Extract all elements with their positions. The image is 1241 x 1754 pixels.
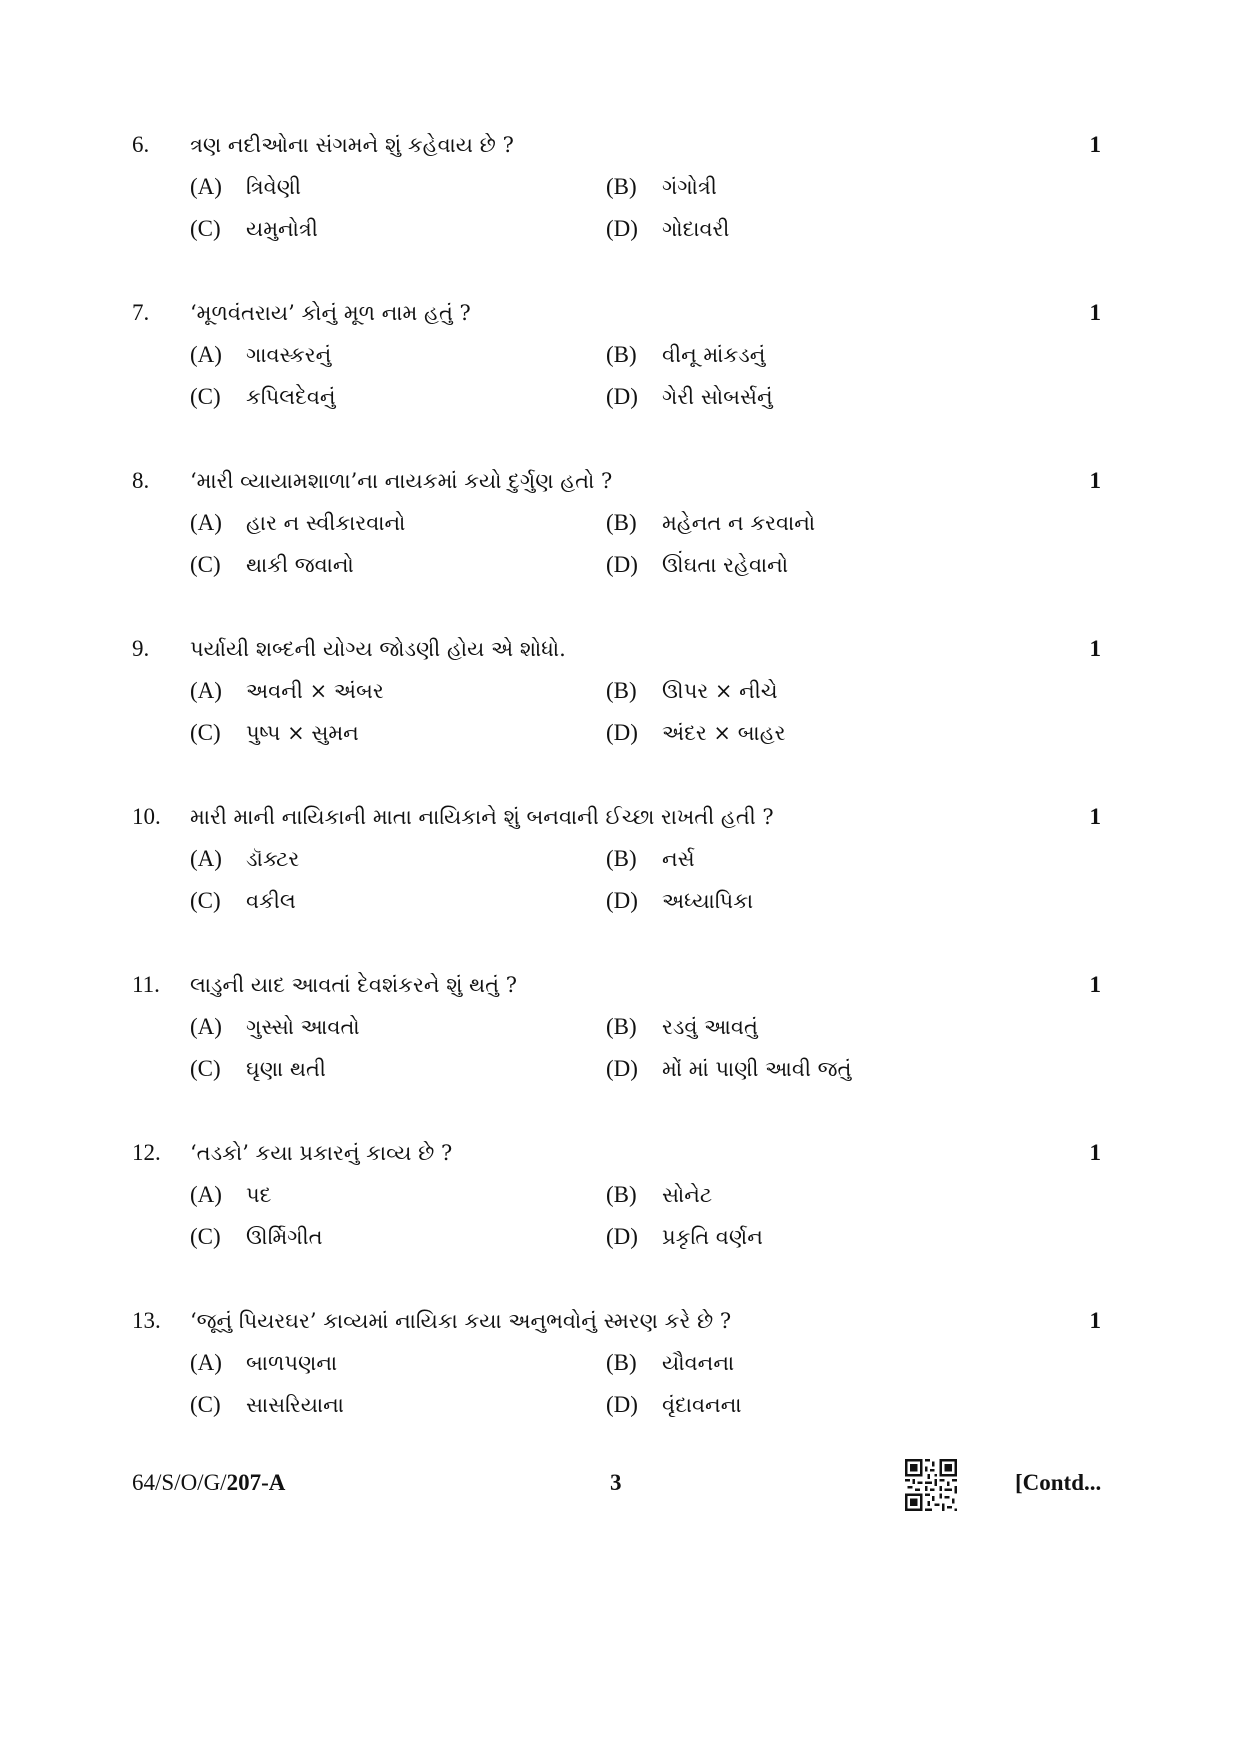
option-label: (D) [606, 1224, 638, 1249]
option-label: (B) [606, 846, 637, 871]
option-label: (C) [190, 1056, 221, 1081]
option-c [190, 214, 318, 244]
option-label: (A) [190, 1014, 222, 1039]
option-text: ગંગોત્રી [662, 175, 717, 199]
option-a [190, 676, 384, 706]
option-text: ગોદાવરી [662, 217, 730, 241]
question-text: મારી માની નાયિકાની માતા નાયિકાને શું બનવાની ઈચ્છા રાખતી હતી ? [190, 805, 774, 829]
continued-label: [Contd... [1015, 1470, 1102, 1495]
option-a [190, 508, 405, 538]
option-label: (C) [190, 216, 221, 241]
option-b [606, 676, 778, 706]
page-number: 3 [610, 1470, 622, 1495]
option-text: ત્રિવેણી [246, 175, 302, 199]
paper-code-suffix: 207-A [226, 1470, 286, 1495]
question-marks: 1 [1089, 132, 1101, 157]
option-label: (C) [190, 1392, 221, 1417]
option-label: (D) [606, 1392, 638, 1417]
option-label: (C) [190, 384, 221, 409]
option-label: (D) [606, 552, 638, 577]
option-text: નર્સ [662, 847, 695, 871]
option-c [190, 1390, 344, 1420]
question-number: 6. [132, 132, 150, 157]
option-c [190, 1222, 323, 1252]
option-c [190, 550, 354, 580]
option-label: (B) [606, 510, 637, 535]
option-text: રડવું આવતું [662, 1015, 758, 1039]
paper-code [132, 1468, 285, 1498]
option-text: ઊંઘતા રહેવાનો [662, 553, 789, 577]
option-text: ડૉક્ટર [246, 847, 300, 871]
option-a [190, 1012, 360, 1042]
option-text: પુષ્પ × સુમન [246, 721, 359, 745]
option-b [606, 508, 815, 538]
option-text: બાળપણના [246, 1351, 338, 1375]
question-marks: 1 [1089, 804, 1101, 829]
question-6 [0, 130, 1241, 260]
option-text: ગેરી સોબર્સનું [662, 385, 773, 409]
question-text: ‘જૂનું પિયરઘર’ કાવ્યમાં નાયિકા કયા અનુભવોનું સ્મરણ કરે છે ? [190, 1309, 732, 1333]
question-12 [0, 1138, 1241, 1268]
question-8 [0, 466, 1241, 596]
option-b [606, 1180, 712, 1210]
question-text: લાડુની યાદ આવતાં દેવશંકરને શું થતું ? [190, 973, 518, 997]
question-text: ‘તડકો’ કયા પ્રકારનું કાવ્ય છે ? [190, 1141, 453, 1165]
option-label: (A) [190, 510, 222, 535]
question-text: ‘મારી વ્યાયામશાળા’ના નાયકમાં કયો દુર્ગુણ હતો ? [190, 469, 613, 493]
question-marks: 1 [1089, 972, 1101, 997]
option-d [606, 886, 753, 916]
option-c [190, 886, 296, 916]
option-text: ગાવસ્કરનું [246, 343, 332, 367]
question-marks: 1 [1089, 1140, 1101, 1165]
option-text: વીનૂ માંકડનું [662, 343, 766, 367]
paper-code-prefix: 64/S/O/G/ [132, 1470, 227, 1495]
option-label: (D) [606, 1056, 638, 1081]
option-label: (A) [190, 174, 222, 199]
option-d [606, 382, 773, 412]
option-label: (C) [190, 552, 221, 577]
option-a [190, 844, 299, 874]
option-a [190, 340, 331, 370]
question-11 [0, 970, 1241, 1100]
option-text: હાર ન સ્વીકારવાનો [246, 511, 406, 535]
question-number: 7. [132, 300, 150, 325]
option-label: (C) [190, 1224, 221, 1249]
qr-code-icon [905, 1459, 957, 1511]
option-text: યૌવનના [662, 1351, 735, 1375]
option-d [606, 718, 786, 748]
option-c [190, 382, 336, 412]
question-text: ત્રણ નદીઓના સંગમને શું કહેવાય છે ? [190, 133, 514, 157]
option-d [606, 1222, 763, 1252]
option-d [606, 550, 788, 580]
option-b [606, 340, 765, 370]
option-text: યમુનોત્રી [246, 217, 318, 241]
option-c [190, 718, 359, 748]
question-text: ‘મૂળવંતરાય’ કોનું મૂળ નામ હતું ? [190, 301, 471, 325]
option-d [606, 1390, 742, 1420]
option-text: ઘૃણા થતી [246, 1057, 326, 1081]
option-text: પદ [246, 1183, 272, 1207]
question-7 [0, 298, 1241, 428]
option-text: વકીલ [246, 889, 296, 913]
option-text: અધ્યાપિકા [662, 889, 754, 913]
option-a [190, 172, 301, 202]
option-label: (B) [606, 174, 637, 199]
option-d [606, 214, 729, 244]
option-label: (B) [606, 342, 637, 367]
question-10 [0, 802, 1241, 932]
question-marks: 1 [1089, 468, 1101, 493]
option-text: મોં માં પાણી આવી જતું [662, 1057, 852, 1081]
option-text: સાસરિયાના [246, 1393, 344, 1417]
option-label: (D) [606, 216, 638, 241]
option-label: (B) [606, 1350, 637, 1375]
option-label: (B) [606, 1182, 637, 1207]
option-b [606, 844, 695, 874]
question-number: 9. [132, 636, 150, 661]
question-number: 13. [132, 1308, 161, 1333]
option-text: થાકી જવાનો [246, 553, 354, 577]
option-label: (A) [190, 342, 222, 367]
option-label: (D) [606, 888, 638, 913]
option-label: (C) [190, 720, 221, 745]
question-marks: 1 [1089, 636, 1101, 661]
question-marks: 1 [1089, 1308, 1101, 1333]
question-text: પર્યાયી શબ્દની યોગ્ય જોડણી હોય એ શોધો. [190, 637, 566, 661]
question-number: 8. [132, 468, 150, 493]
option-d [606, 1054, 851, 1084]
option-label: (A) [190, 1350, 222, 1375]
option-b [606, 172, 717, 202]
option-label: (D) [606, 384, 638, 409]
option-label: (A) [190, 846, 222, 871]
option-text: પ્રકૃતિ વર્ણન [662, 1225, 763, 1249]
question-number: 10. [132, 804, 161, 829]
question-number: 12. [132, 1140, 161, 1165]
option-text: કપિલદેવનું [246, 385, 336, 409]
option-a [190, 1180, 271, 1210]
question-9 [0, 634, 1241, 764]
option-label: (C) [190, 888, 221, 913]
option-text: મહેનત ન કરવાનો [662, 511, 816, 535]
option-text: ઊપર × નીચે [662, 679, 778, 703]
option-label: (A) [190, 678, 222, 703]
option-label: (D) [606, 720, 638, 745]
option-text: અવની × અંબર [246, 679, 384, 703]
option-text: ગુસ્સો આવતો [246, 1015, 360, 1039]
question-marks: 1 [1089, 300, 1101, 325]
option-text: ઊર્મિગીત [246, 1225, 323, 1249]
question-13 [0, 1306, 1241, 1436]
option-a [190, 1348, 337, 1378]
option-c [190, 1054, 326, 1084]
option-b [606, 1348, 734, 1378]
option-text: અંદર × બાહર [662, 721, 786, 745]
option-label: (B) [606, 678, 637, 703]
option-label: (B) [606, 1014, 637, 1039]
option-text: વૃંદાવનના [662, 1393, 742, 1417]
question-number: 11. [132, 972, 160, 997]
option-label: (A) [190, 1182, 222, 1207]
option-text: સોનેટ [662, 1183, 713, 1207]
option-b [606, 1012, 758, 1042]
